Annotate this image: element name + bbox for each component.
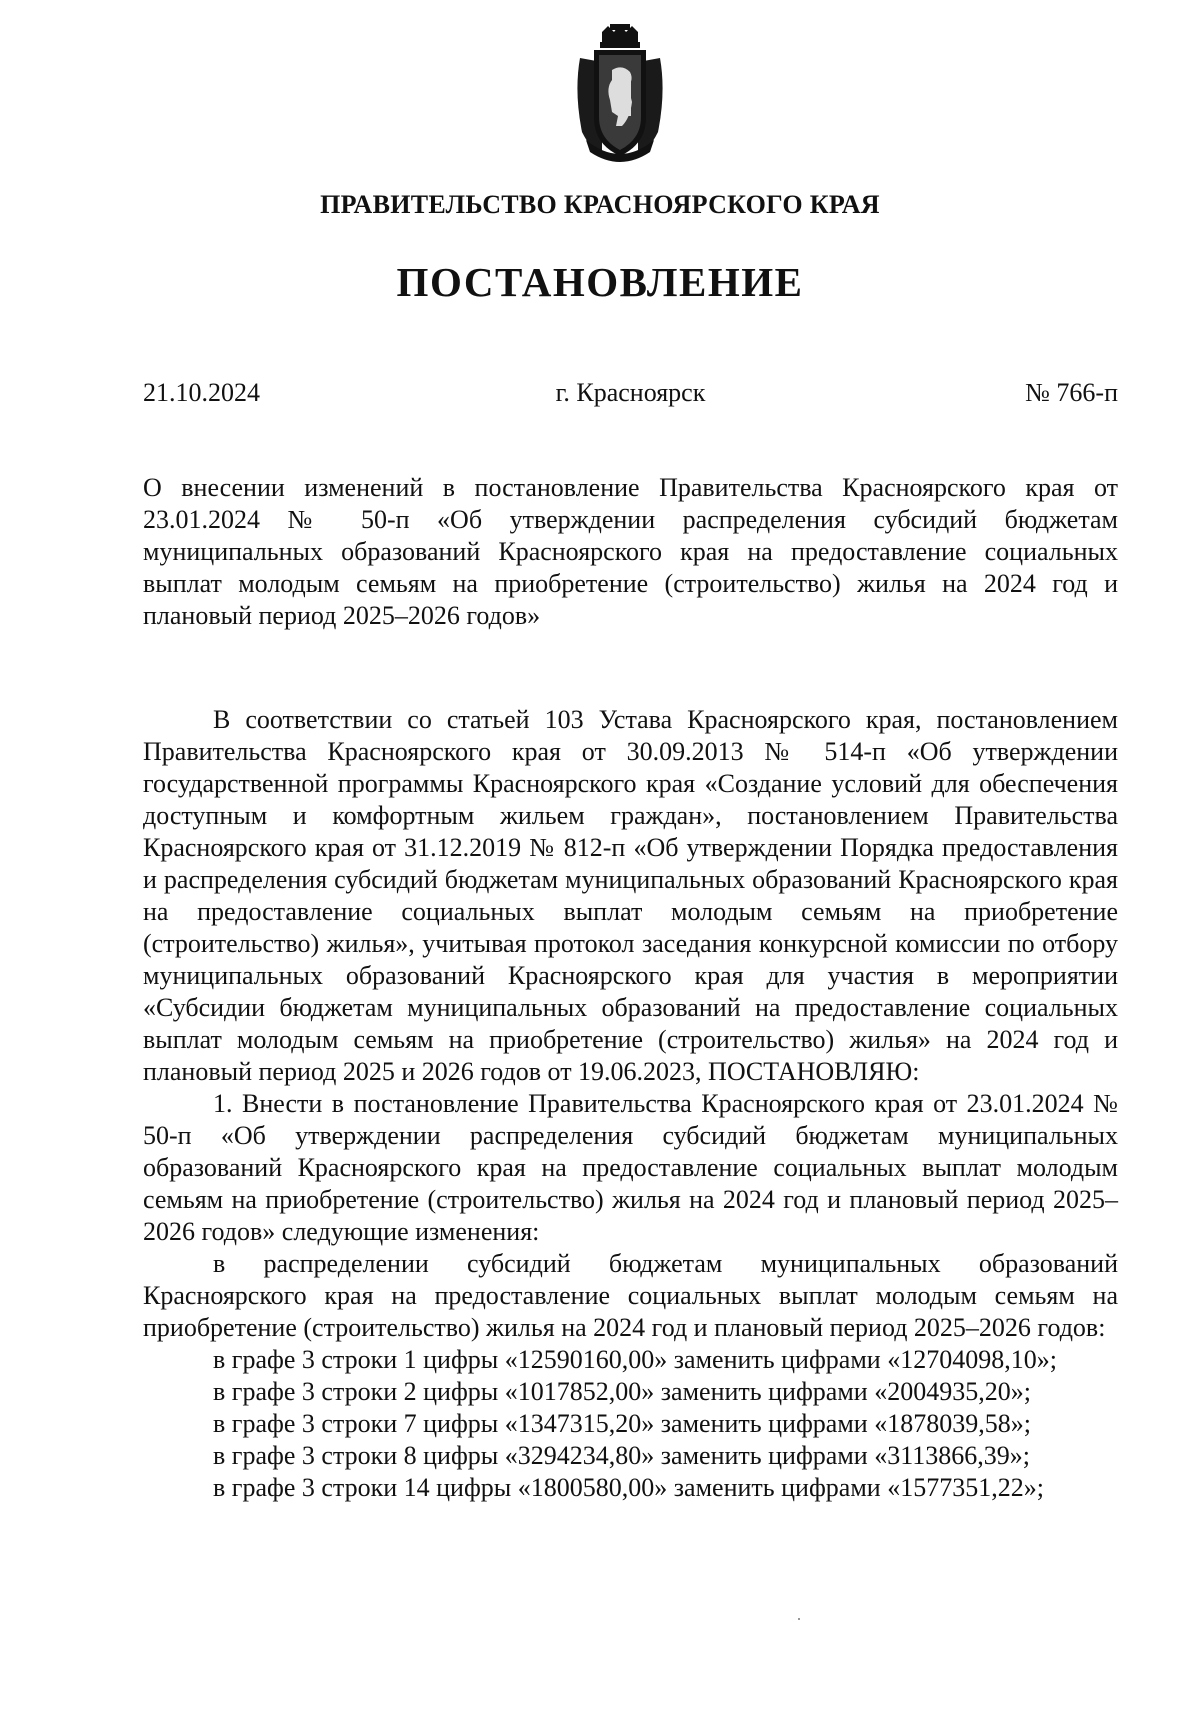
edit-item: в графе 3 строки 8 цифры «3294234,80» заменить цифрами «3113866,39»; [213,1441,1030,1470]
document-meta [143,378,1118,414]
edit-item: в графе 3 строки 7 цифры «1347315,20» заменить цифрами «1878039,58»; [213,1409,1031,1438]
preamble-paragraph: В соответствии со статьей 103 Устава Красноярского края, постановлением Правительства Красноярского края от 30.09.2013 № 514-п «Об утверждении государственной программы Красноярского края «Создание условий для обеспечения доступным и комфортным жильем граждан», постановлением Правительства Красноярского края от 31.12.2019 № 812-п «Об утверждении Порядка предоставления и распределения субсидий бюджетам муниципальных образований Красноярского края на предоставление социальных выплат молодым семьям на приобретение (строительство) жилья», учитывая протокол заседания конкурсной комиссии по отбору муниципальных образований Красноярского края для участия в мероприятии «Субсидии бюджетам муниципальных образований на предоставление социальных выплат молодым семьям на приобретение (строительство) жилья» на 2024 год и плановый период 2025 и 2026 годов от 19.06.2023, ПОСТАНОВЛЯЮ: [143,705,1118,1086]
document-date: 21.10.2024 [143,378,260,407]
document-title: О внесении изменений в постановление Правительства Красноярского края от 23.01.2024 № 50-п «Об утверждении распределения субсидий бюджетам муниципальных образований Красноярского края на предоставление социальных выплат молодым семьям на приобретение (строительство) жилья на 2024 год и плановый период 2025–2026 годов» [143,473,1118,630]
edit-item: в графе 3 строки 2 цифры «1017852,00» заменить цифрами «2004935,20»; [213,1377,1031,1406]
item-1-paragraph: 1. Внести в постановление Правительства Красноярского края от 23.01.2024 № 50-п «Об утверждении распределения субсидий бюджетам муниципальных образований Красноярского края на предоставление социальных выплат молодым семьям на приобретение (строительство) жилья на 2024 год и плановый период 2025–2026 годов» следующие изменения: [143,1089,1118,1246]
document-body [143,704,1118,1504]
document-number: № 766-п [1025,378,1118,407]
edit-item: в графе 3 строки 1 цифры «12590160,00» заменить цифрами «12704098,10»; [213,1345,1057,1374]
edits-list [143,1344,1118,1504]
document-type: ПОСТАНОВЛЕНИЕ [396,259,804,305]
document-city: г. Красноярск [555,378,706,407]
organization-name: ПРАВИТЕЛЬСТВО КРАСНОЯРСКОГО КРАЯ [320,190,880,219]
distribution-intro-paragraph: в распределении субсидий бюджетам муниципальных образований Красноярского края на предоставление социальных выплат молодым семьям на приобретение (строительство) жилья на 2024 год и плановый период 2025–2026 годов: [143,1249,1118,1342]
edit-item: в графе 3 строки 14 цифры «1800580,00» заменить цифрами «1577351,22»; [213,1473,1044,1502]
scan-speck [798,1618,800,1620]
krasnoyarsk-coat-of-arms-icon [572,22,668,162]
